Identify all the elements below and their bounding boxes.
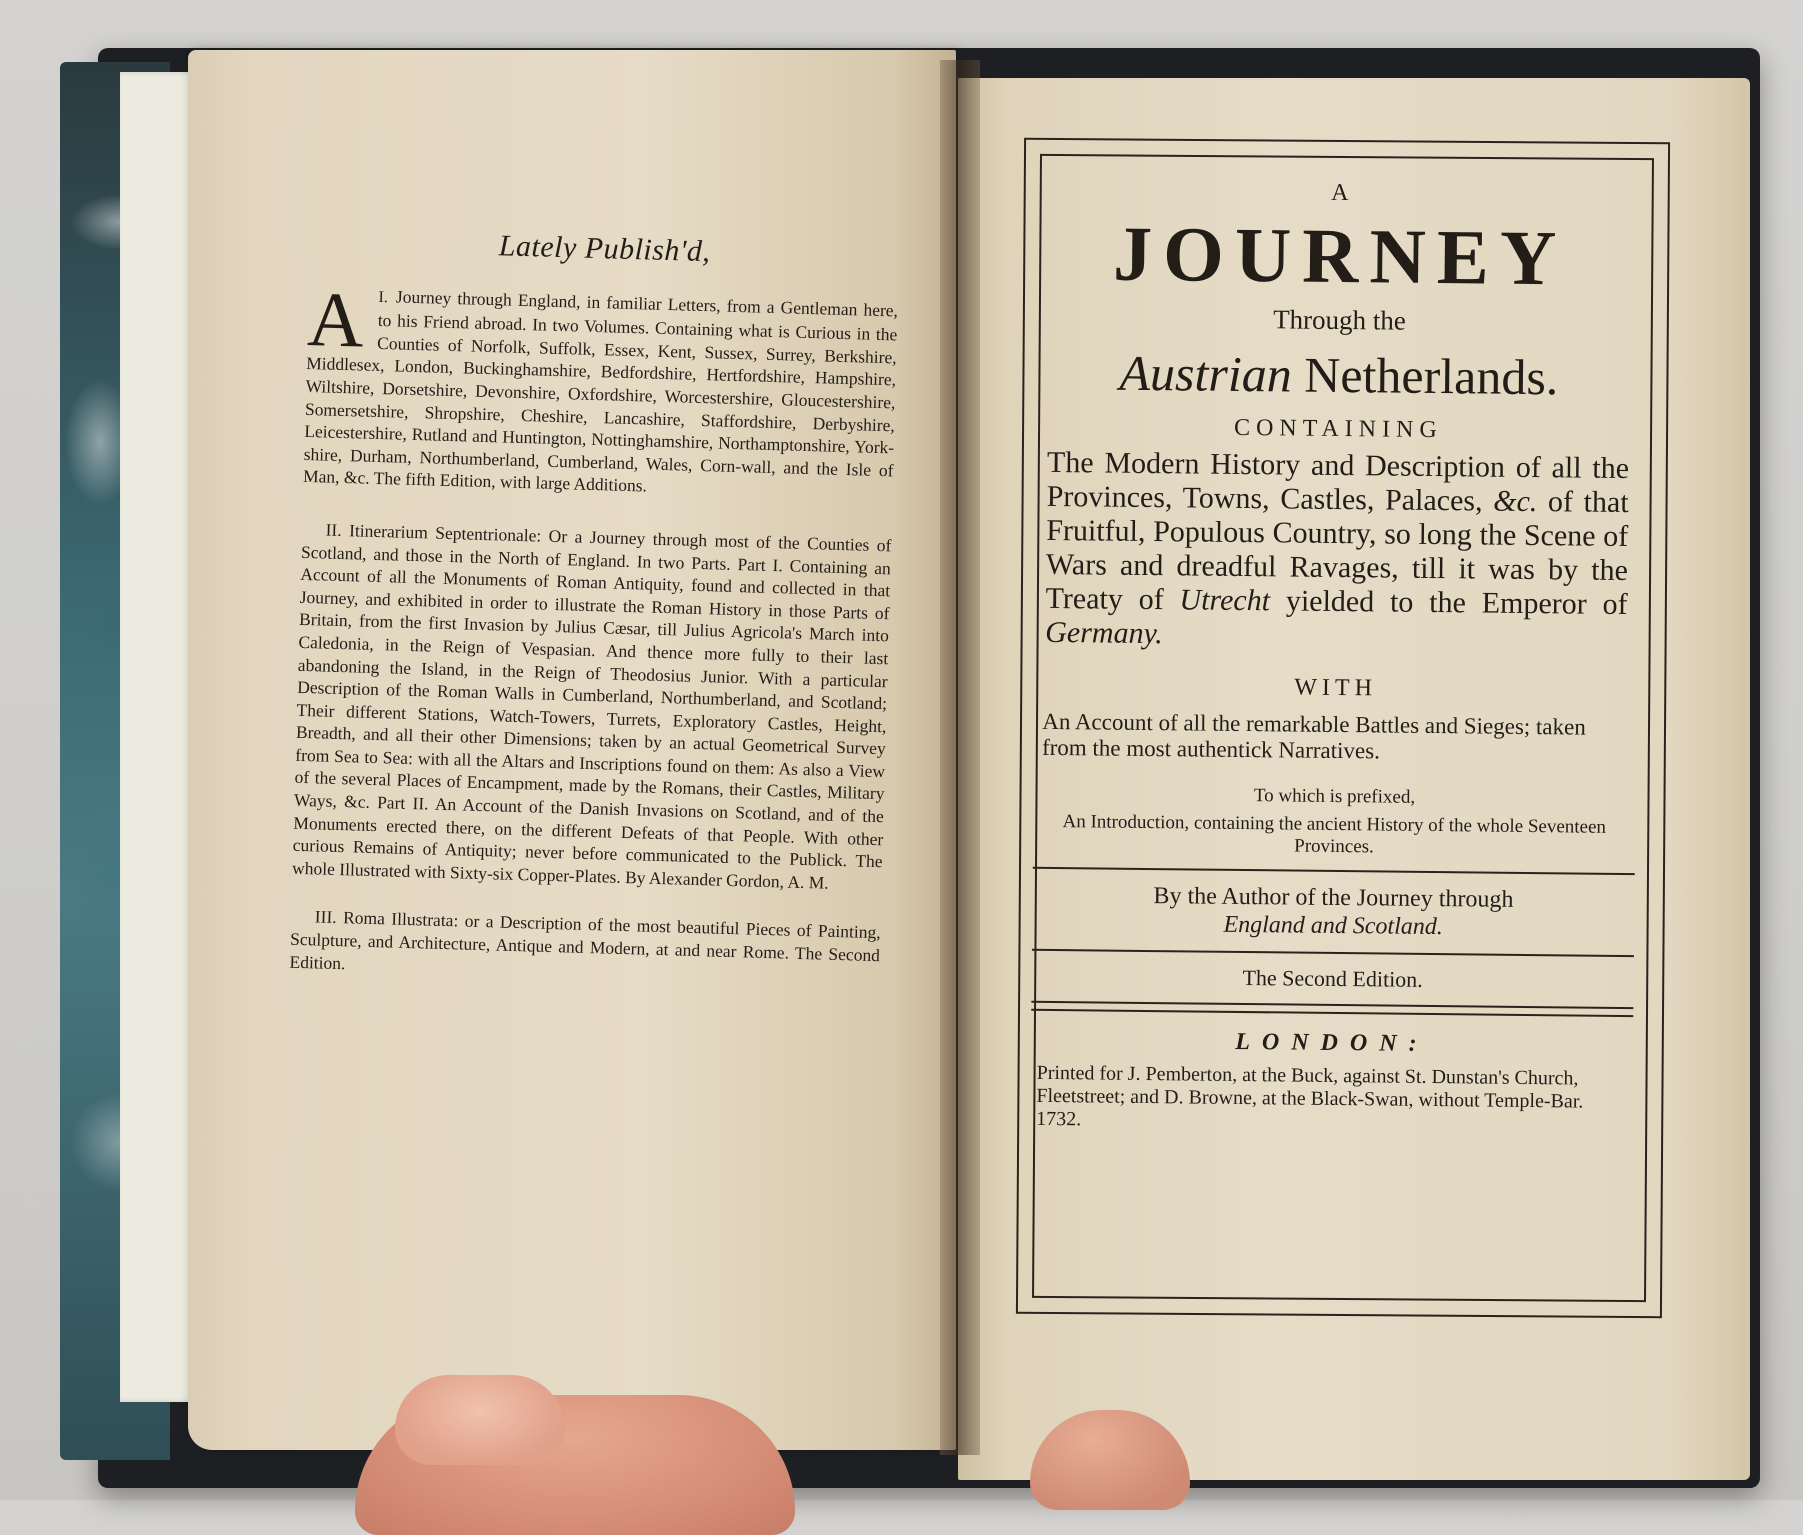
description-part-3: yielded to the Emperor of [1269, 584, 1628, 622]
title-through: Through the [1273, 304, 1407, 336]
title-page [1026, 177, 1646, 1137]
advert-item-3: III. Roma Illustrata: or a Description of the most beautiful Pieces of Painting, Sculpture, and Architecture, Antique and Modern, at and near Rome. The Second Edition. [289, 906, 881, 973]
title-article: A [1331, 179, 1351, 207]
drop-cap: A [306, 274, 366, 364]
title-account: An Account of all the remarkable Battles and Sieges; taken from the most authentick Narratives. [1041, 708, 1586, 764]
title-austrian-netherlands [1034, 343, 1645, 407]
author-places: England and Scotland. [1223, 911, 1443, 941]
lately-published-heading: Lately Publish'd, [498, 229, 711, 269]
finger-tip [395, 1375, 565, 1465]
description-part-1: The Modern History and Description of all the Provinces, Towns, Castles, Palaces, [1046, 445, 1630, 518]
title-description [1045, 446, 1629, 656]
imprint-printer: Printed for J. Pemberton, at the Buck, against St. Dunstan's Church, Fleetstreet; and D. Browne, at the Black-Swan, without Temple-Bar. 1732. [1036, 1061, 1584, 1131]
title-author [1048, 881, 1619, 943]
title-with: WITH [1294, 674, 1378, 702]
title-prefixed: To which is prefixed, [1253, 785, 1416, 808]
advertisement-text [289, 230, 900, 1015]
description-part-2: of that Fruitful, Populous Country, so long the Scene of Wars and dreadful Ravages, till it was by the Treaty of [1045, 485, 1629, 617]
book-gutter [940, 60, 980, 1455]
author-line: By the Author of the Journey through [1153, 883, 1514, 913]
title-edition: The Second Edition. [1242, 965, 1423, 992]
advert-item-1-text: Journey through England, in familiar Letters, from a Gentleman here, to his Friend abroad. In two Volumes. Containing what is Curious in the Counties of Norfolk, Suffolk, Essex, Kent, Sussex, Surrey, Berkshire, Middlesex, London, Buckinghamshire, Bedfordshire, Hertfordshire, Hampshire, Wiltshire, Dorsetshire, Devonshire, Oxfordshire, Worcestershire, Gloucestershire, Somersetshire, Shropshire, Cheshire, Lancashire, Staffordshire, Derbyshire, Leicestershire, Rutland and Huntington, Nottinghamshire, Northamptonshire, York-shire, Durham, Northumberland, Cumberland, Wales, Corn-wall, and the Isle of Man, &c. The fifth Edition, with large Additions. [302, 286, 899, 496]
rule-divider [1032, 949, 1634, 957]
item-numeral: I. [378, 288, 389, 306]
title-netherlands: Netherlands. [1303, 346, 1559, 406]
advert-item-1 [302, 274, 899, 505]
rule-double-divider [1031, 1001, 1633, 1017]
advert-item-2: II. Itinerarium Septentrionale: Or a Journey through most of the Counties of Scotland, and those in the North of England. In two Parts. Part I. Containing an Account of all the Monuments of Roman Antiquity, found and collected in that Journey, and exhibited in order to illustrate the Roman History in those Parts of Britain, from the first Invasion by Julius Cæsar, till Julius Agricola's March into Caledonia, in the Reign of Vespasian. And thence more fully to their last abandoning the Island, in the Reign of Theodosius Junior. With a particular Description of the Roman Walls in Cumberland, Northumberland, and Scotland; Their different Stations, Watch-Towers, Turrets, Exploratory Castles, Height, Breadth, and all their other Dimensions; taken by an actual Geometrical Survey from Sea to Sea: with all the Altars and Inscriptions found on them: As also a View of the several Places of Encampment, made by the Romans, their Castles, Military Ways, &c. Part II. An Account of the Danish Invasions on Scotland, and of the Monuments erected there, on the different Defeats of that People. With other curious Remains of Antiquity; never before communicated to the Publick. The whole Illustrated with Sixty-six Copper-Plates. By Alexander Gordon, A. M. [291, 519, 892, 893]
title-introduction: An Introduction, containing the ancient History of the whole Seventeen Provinces. [1062, 811, 1607, 858]
rule-divider [1033, 867, 1635, 875]
title-austrian: Austrian [1119, 344, 1293, 403]
description-utrecht: Utrecht [1179, 583, 1271, 618]
title-containing: CONTAINING [1233, 414, 1443, 444]
description-germany: Germany. [1045, 615, 1163, 651]
imprint-london: LONDON: [1235, 1028, 1429, 1057]
title-journey: JOURNEY [1112, 209, 1568, 302]
description-etc: &c. [1493, 484, 1538, 519]
